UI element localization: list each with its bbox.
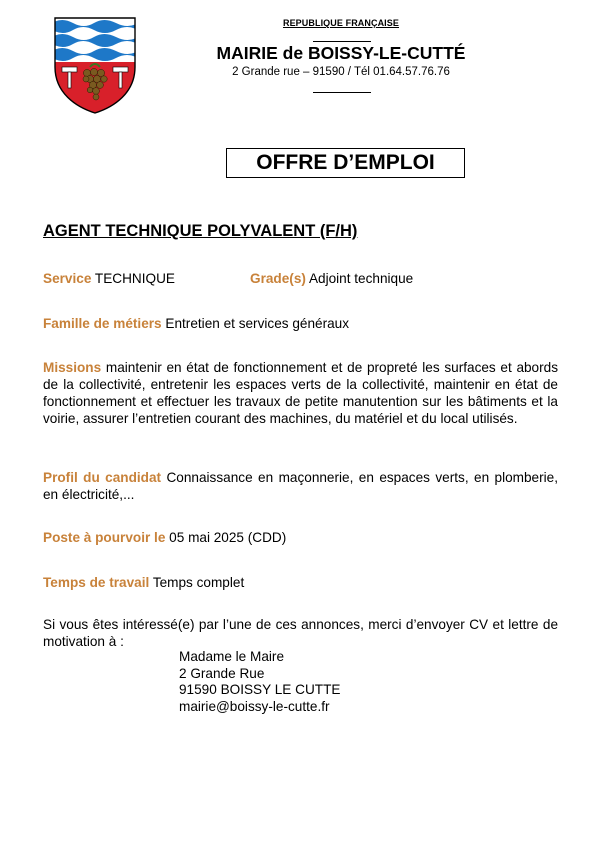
coat-of-arms-logo — [52, 15, 138, 115]
missions-label: Missions — [43, 360, 102, 375]
service-value: TECHNIQUE — [94, 271, 175, 286]
profil-paragraph — [43, 469, 558, 503]
offer-title-box: OFFRE D’EMPLOI — [226, 148, 465, 178]
address-line-city: 91590 BOISSY LE CUTTE — [179, 682, 341, 697]
missions-paragraph — [43, 359, 558, 427]
famille-label: Famille de métiers — [43, 316, 162, 331]
grade-value: Adjoint technique — [308, 271, 414, 286]
famille-line — [43, 316, 349, 331]
service-label: Service — [43, 271, 92, 286]
header-divider-top — [313, 41, 371, 42]
poste-line — [43, 530, 286, 545]
temps-label: Temps de travail — [43, 575, 150, 590]
service-line — [43, 271, 175, 286]
famille-value: Entretien et services généraux — [165, 316, 350, 331]
poste-label: Poste à pourvoir le — [43, 530, 166, 545]
contact-address — [179, 649, 340, 715]
contact-email-link[interactable]: mairie@boissy-le-cutte.fr — [179, 698, 330, 714]
address-line-recipient: Madame le Maire — [179, 649, 285, 664]
grade-label: Grade(s) — [250, 271, 306, 286]
header-divider-bottom — [313, 92, 371, 93]
temps-line — [43, 575, 244, 590]
address-line-street: 2 Grande Rue — [179, 665, 265, 681]
mairie-address: 2 Grande rue – 91590 / Tél 01.64.57.76.76 — [232, 66, 450, 78]
job-title: AGENT TECHNIQUE POLYVALENT (F/H) — [43, 222, 358, 240]
missions-value: maintenir en état de fonctionnement et de propreté les surfaces et abords de la collectivité, entretenir les espaces verts de la collectivité, maintenir en état de fonctionnement et effectuer les travaux de petite manutention sur les bâtiments et la voirie, assurer l’entretien courant des machines, du matériel et du local utilisés. — [43, 360, 559, 426]
temps-value: Temps complet — [152, 575, 245, 590]
republic-heading: REPUBLIQUE FRANÇAISE — [282, 18, 399, 28]
mairie-title: MAIRIE de BOISSY-LE-CUTTÉ — [216, 43, 466, 63]
contact-intro: Si vous êtes intéressé(e) par l’une de ces annonces, merci d’envoyer CV et lettre de motivation à : — [43, 617, 558, 649]
profil-label: Profil du candidat — [43, 470, 162, 485]
grade-line — [250, 271, 413, 286]
profil-value: Connaissance en maçonnerie, en espaces verts, en plomberie, en électricité,... — [43, 470, 559, 502]
poste-value: 05 mai 2025 (CDD) — [169, 530, 287, 545]
